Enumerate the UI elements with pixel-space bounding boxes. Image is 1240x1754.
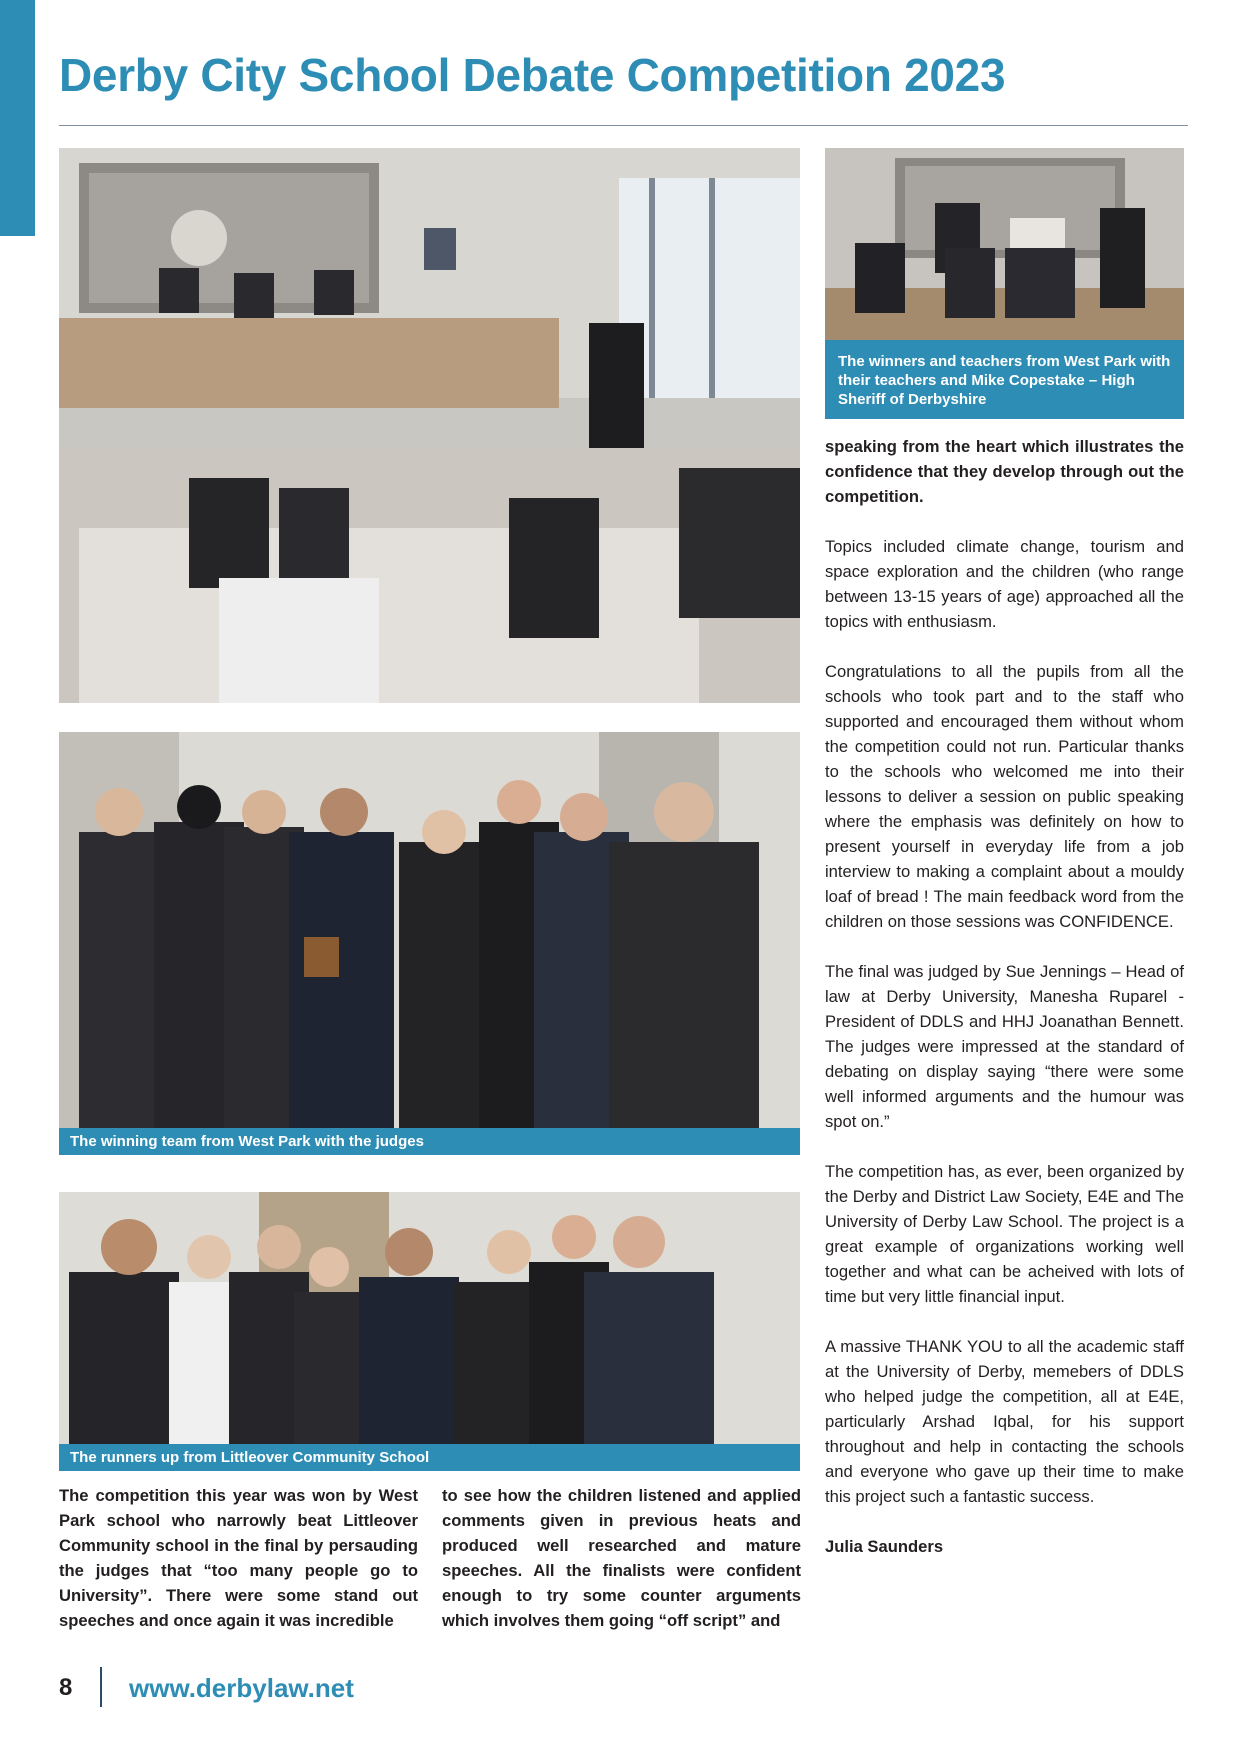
winning-team-photo (59, 732, 800, 1128)
winners-teachers-photo (825, 148, 1184, 340)
article-column-right (825, 434, 1184, 1559)
article-paragraph-topics: Topics included climate change, tourism and space exploration and the children (who range between 13-15 years of age) approached all the topics with enthusiasm. (825, 537, 1184, 631)
runners-up-caption: The runners up from Littleover Community School (59, 1444, 800, 1471)
article-paragraph-organizers: The competition has, as ever, been organized by the Derby and District Law Society, E4E and The University of Derby Law School. The project is a great example of organizations working well together and what can be acheived with lots of time but very little financial input. (825, 1162, 1184, 1306)
article-column-bottom-middle (442, 1483, 801, 1633)
article-paragraph-confidence: speaking from the heart which illustrates the confidence that they develop through out the competition. (825, 437, 1184, 506)
page-title: Derby City School Debate Competition 2023 (59, 49, 1006, 101)
winners-teachers-caption: The winners and teachers from West Park with their teachers and Mike Copestake – High Sheriff of Derbyshire (825, 340, 1184, 419)
courtroom-debate-photo (59, 148, 800, 703)
article-column-bottom-left (59, 1483, 418, 1633)
winning-team-caption: The winning team from West Park with the judges (59, 1128, 800, 1155)
page-number: 8 (59, 1674, 73, 1701)
article-paragraph-thanks: A massive THANK YOU to all the academic staff at the University of Derby, memebers of DDLS who helped judge the competition, all at E4E, particularly Arshad Iqbal, for his support throughout and help in contacting the schools and everyone who gave up their time to make this project such a fantastic success. (825, 1337, 1184, 1506)
article-paragraph-judges: The final was judged by Sue Jennings – Head of law at Derby University, Manesha Ruparel - President of DDLS and HHJ Joanathan Bennett. The judges were impressed at the standard of debating on display saying “there were some well informed arguments and the humour was spot on.” (825, 962, 1184, 1131)
footer-divider (100, 1667, 102, 1707)
runners-up-photo (59, 1192, 800, 1444)
author-signature: Julia Saunders (825, 1537, 944, 1556)
article-paragraph-congratulations: Congratulations to all the pupils from all the schools who took part and to the staff who supported and encouraged them without whom the competition could not run. Particular thanks to the schools who welcomed me into their lessons to deliver a session on public speaking where the emphasis was definitely on how to present yourself in everyday life from a job interview to making a complaint about a mouldy loaf of bread ! The main feedback word from the children on those sessions was CONFIDENCE. (825, 662, 1184, 931)
title-divider (59, 125, 1188, 126)
accent-side-bar (0, 0, 35, 236)
article-continuation-text: to see how the children listened and applied comments given in previous heats and produced well researched and mature speeches. All the finalists were confident enough to try some counter arguments which involves them going “off script” and (442, 1486, 801, 1630)
article-intro-text: The competition this year was won by West Park school who narrowly beat Littleover Community school in the final by persauding the judges that “too many people go to University”. There were some stand out speeches and once again it was incredible (59, 1486, 418, 1630)
footer-website-link[interactable]: www.derbylaw.net (129, 1673, 354, 1703)
